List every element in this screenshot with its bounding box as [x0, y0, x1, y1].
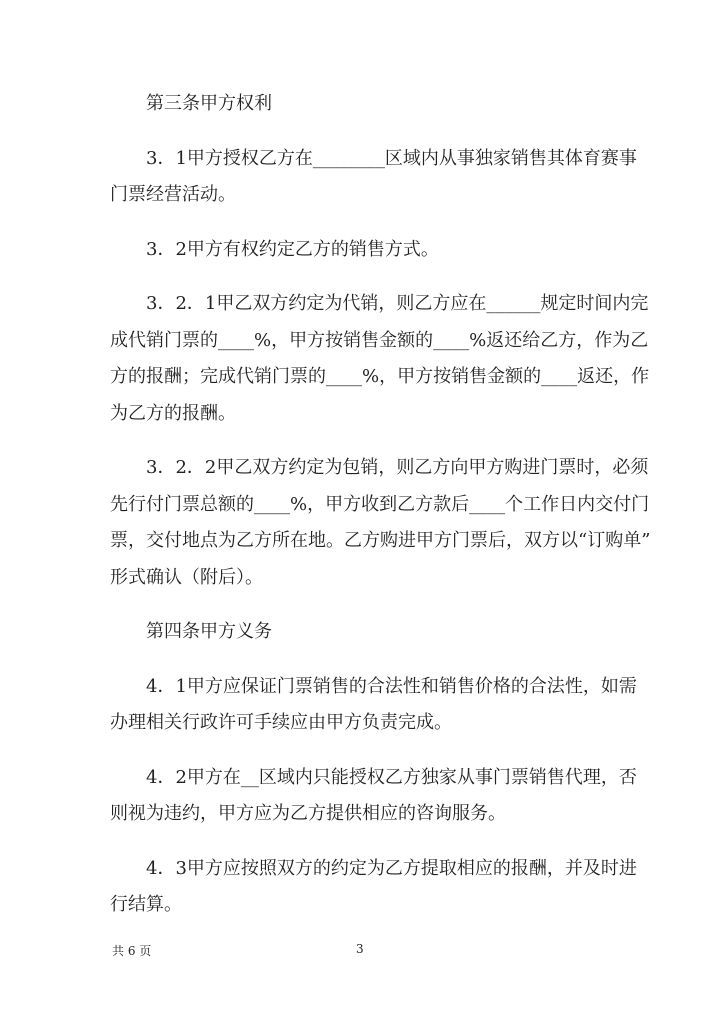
text-line: 则视为违约，甲方应为乙方提供相应的咨询服务。 — [110, 803, 506, 824]
text-line: 3．2甲方有权约定乙方的销售方式。 — [146, 238, 439, 260]
paragraph — [110, 669, 637, 742]
text-line: 为乙方的报酬。 — [110, 402, 236, 424]
document-body — [110, 86, 651, 942]
text-line: 行结算。 — [110, 894, 182, 915]
text-line: 成代销门票的____%，甲方按销售金额的____%返还给乙方，作为乙 — [110, 329, 649, 351]
paragraph — [110, 760, 637, 833]
text-line: 办理相关行政许可手续应由甲方负责完成。 — [110, 712, 452, 733]
text-line: 门票经营活动。 — [110, 184, 236, 205]
footer-page-number: 3 — [356, 942, 364, 956]
paragraph — [110, 141, 637, 214]
text-line: 3．2．2甲乙双方约定为包销，则乙方向甲方购进门票时，必须 — [146, 457, 649, 478]
text-line: 方的报酬；完成代销门票的____%，甲方按销售金额的____返还，作 — [110, 366, 650, 387]
text-line: 4．1甲方应保证门票销售的合法性和销售价格的合法性，如需 — [146, 675, 637, 697]
paragraph — [110, 232, 610, 269]
text-line: 先行付门票总额的____%，甲方收到乙方款后____个工作日内交付门 — [110, 493, 650, 515]
text-line: 形式确认（附后）。 — [110, 566, 263, 588]
paragraph — [110, 851, 637, 924]
text-line: 第三条甲方权利 — [146, 93, 272, 114]
text-line: 第四条甲方义务 — [146, 621, 272, 642]
text-line: 3．1甲方授权乙方在________区域内从事独家销售其体育赛事 — [146, 147, 637, 169]
text-line: 4．2甲方在__区域内只能授权乙方独家从事门票销售代理，否 — [146, 766, 637, 788]
paragraph — [110, 286, 650, 432]
paragraph — [110, 450, 651, 596]
text-line: 4．3甲方应按照双方的约定为乙方提取相应的报酬，并及时进 — [146, 857, 637, 879]
text-line: 3．2．1甲乙双方约定为代销，则乙方应在______规定时间内完 — [146, 293, 649, 314]
paragraph — [110, 614, 610, 651]
footer-total-pages: 共 6 页 — [112, 944, 152, 958]
text-line: 票，交付地点为乙方所在地。乙方购进甲方门票后，双方以“订购单” — [110, 530, 651, 551]
paragraph — [110, 86, 610, 123]
